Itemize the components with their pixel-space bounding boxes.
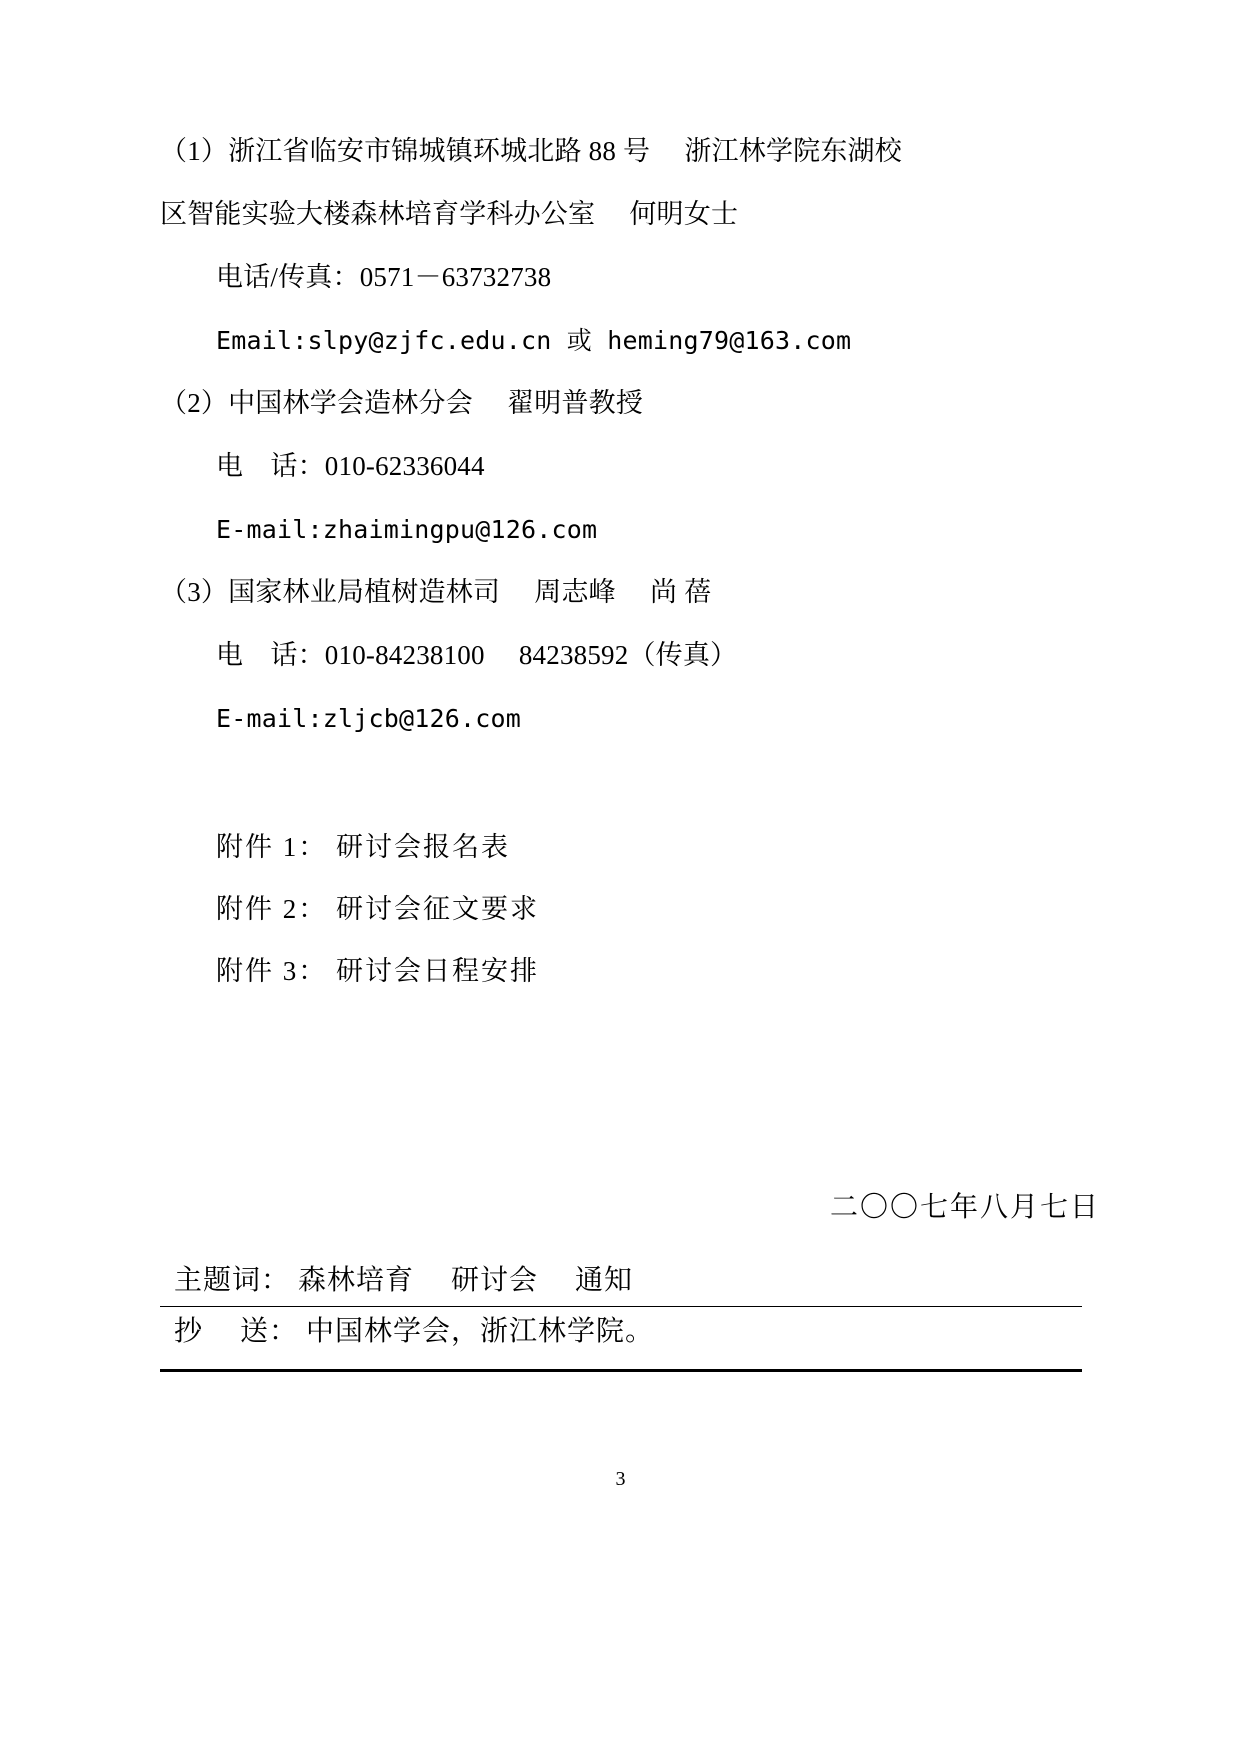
attachment-item-3: 附件 3： 研讨会日程安排	[216, 956, 539, 986]
footer-divider-top	[160, 1306, 1082, 1307]
attachment-item-1: 附件 1： 研讨会报名表	[216, 832, 510, 862]
contact-3-email: E-mail:zljcb@126.com	[216, 704, 522, 733]
document-body	[160, 120, 1100, 1002]
contact-1-line-1: （1）浙江省临安市锦城镇环城北路 88 号 浙江林学院东湖校	[160, 136, 902, 166]
contact-entry-1	[160, 120, 1100, 372]
contact-1-line-2: 区智能实验大楼森林培育学科办公室 何明女士	[160, 199, 739, 229]
document-footer	[160, 1258, 1082, 1372]
contact-entry-2	[160, 372, 1100, 561]
subject-keywords-line: 主题词： 森林培育 研讨会 通知	[174, 1265, 634, 1296]
contact-2-phone: 电 话：010-62336044	[216, 451, 485, 481]
document-date: 二〇〇七年八月七日	[829, 1192, 1100, 1223]
page-number: 3	[615, 1468, 626, 1490]
attachment-list	[160, 816, 1100, 1002]
cc-line: 抄 送： 中国林学会，浙江林学院。	[174, 1316, 655, 1347]
contact-1-phone: 电话/传真：0571－63732738	[216, 262, 552, 292]
contact-3-line-1: （3）国家林业局植树造林司 周志峰 尚 蓓	[160, 577, 712, 607]
attachment-item-2: 附件 2： 研讨会征文要求	[216, 894, 539, 924]
contact-3-phone: 电 话：010-84238100 84238592（传真）	[216, 640, 738, 670]
footer-divider-bottom	[160, 1369, 1082, 1372]
contact-2-line-1: （2）中国林学会造林分会 翟明普教授	[160, 388, 644, 418]
contact-entry-3	[160, 561, 1100, 750]
contact-1-email: Email:slpy@zjfc.edu.cn 或 heming79@163.com	[216, 326, 852, 355]
contact-2-email: E-mail:zhaimingpu@126.com	[216, 515, 598, 544]
